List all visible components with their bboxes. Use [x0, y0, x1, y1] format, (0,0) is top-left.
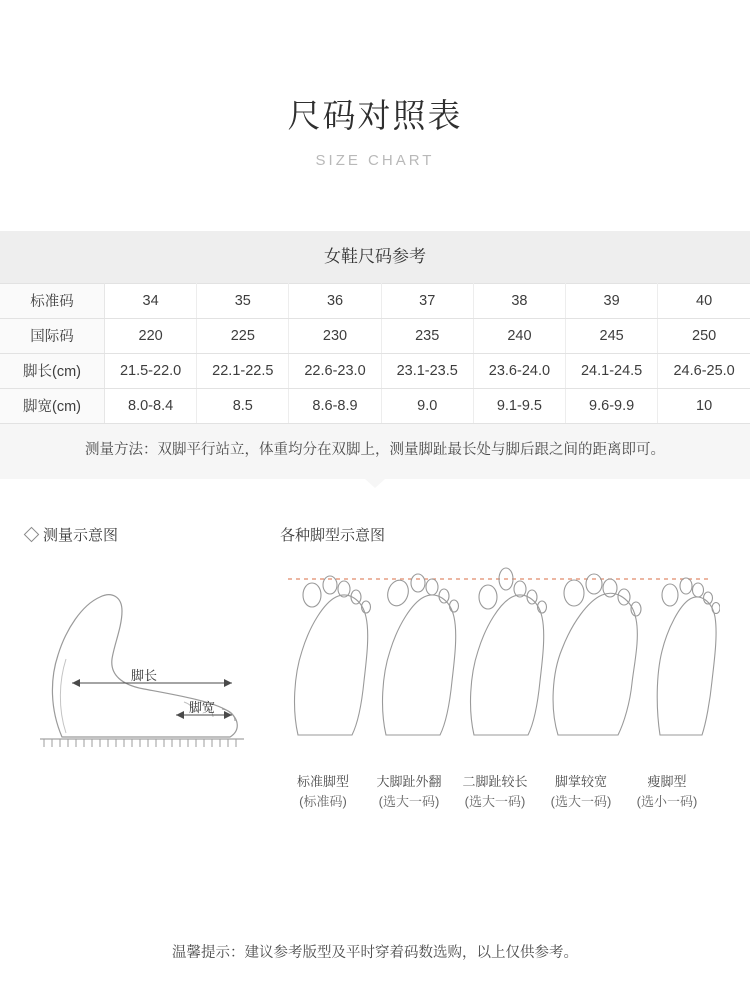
table-cell: 10	[658, 388, 750, 423]
size-table-section	[0, 231, 750, 424]
foot-type-name: 二脚趾较长	[462, 774, 528, 790]
table-cell: 23.1-23.5	[381, 353, 473, 388]
foot-length-label: 脚长	[130, 668, 158, 684]
foot-bunion	[383, 574, 459, 735]
measurement-note-text: 双脚平行站立，体重均分在双脚上，测量脚趾最长处与脚后跟之间的距离即可。	[157, 441, 665, 458]
table-cell: 250	[658, 318, 750, 353]
foot-type-label	[366, 772, 452, 811]
table-cell: 40	[658, 283, 750, 318]
page-header	[0, 0, 750, 169]
foot-type-advice: (选大一码)	[378, 793, 440, 809]
size-table-caption: 女鞋尺码参考	[0, 231, 750, 283]
foot-type-advice: (标准码)	[299, 793, 347, 809]
row-header: 脚长(cm)	[0, 353, 105, 388]
table-cell: 245	[566, 318, 658, 353]
table-cell: 22.1-22.5	[197, 353, 289, 388]
footer-tip-label: 温馨提示：	[172, 945, 245, 961]
foot-type-advice: (选大一码)	[550, 793, 612, 809]
measurement-note	[0, 424, 750, 480]
table-row	[0, 353, 750, 388]
table-cell: 22.6-23.0	[289, 353, 381, 388]
foot-type-name: 瘦脚型	[647, 774, 687, 790]
table-cell: 23.6-24.0	[473, 353, 565, 388]
foot-type-name: 大脚趾外翻	[376, 774, 442, 790]
foot-type-label	[624, 772, 710, 811]
table-row	[0, 283, 750, 318]
table-cell: 220	[105, 318, 197, 353]
table-cell: 9.0	[381, 388, 473, 423]
foot-type-label	[538, 772, 624, 811]
table-cell: 8.0-8.4	[105, 388, 197, 423]
foot-type-advice: (选小一码)	[636, 793, 698, 809]
table-cell: 9.6-9.9	[566, 388, 658, 423]
foot-types-block	[266, 524, 724, 811]
table-cell: 39	[566, 283, 658, 318]
illustration-section	[0, 524, 750, 811]
footer-tip	[0, 941, 750, 962]
diamond-icon	[24, 527, 40, 543]
foot-types-title-row	[280, 524, 724, 545]
note-arrow	[365, 479, 385, 488]
table-cell: 235	[381, 318, 473, 353]
table-cell: 8.5	[197, 388, 289, 423]
table-cell: 37	[381, 283, 473, 318]
table-row	[0, 318, 750, 353]
measurement-note-label: 测量方法：	[85, 441, 158, 458]
table-cell: 240	[473, 318, 565, 353]
measurement-diagram-title-row	[26, 524, 266, 545]
foot-standard	[295, 576, 371, 735]
table-cell: 9.1-9.5	[473, 388, 565, 423]
row-header: 标准码	[0, 283, 105, 318]
table-cell: 24.1-24.5	[566, 353, 658, 388]
foot-measure-diagram	[26, 559, 258, 759]
footer-tip-text: 建议参考版型及平时穿着码数选购，以上仅供参考。	[244, 945, 578, 961]
foot-type-labels	[280, 772, 724, 811]
table-cell: 225	[197, 318, 289, 353]
table-cell: 34	[105, 283, 197, 318]
foot-width-label: 脚宽	[188, 700, 216, 716]
page-subtitle: SIZE CHART	[315, 151, 435, 169]
page-title: 尺码对照表	[287, 97, 463, 134]
table-cell: 8.6-8.9	[289, 388, 381, 423]
foot-type-advice: (选大一码)	[464, 793, 526, 809]
foot-long-second-toe	[471, 568, 547, 735]
foot-type-name: 标准脚型	[296, 774, 349, 790]
foot-type-label	[452, 772, 538, 811]
table-cell: 35	[197, 283, 289, 318]
table-cell: 230	[289, 318, 381, 353]
foot-wide	[553, 574, 641, 735]
foot-type-label	[280, 772, 366, 811]
foot-narrow	[657, 578, 720, 735]
foot-types-title: 各种脚型示意图	[280, 527, 386, 545]
foot-types-diagram	[280, 559, 720, 759]
table-row	[0, 388, 750, 423]
row-header: 脚宽(cm)	[0, 388, 105, 423]
table-cell: 24.6-25.0	[658, 353, 750, 388]
foot-type-name: 脚掌较宽	[554, 774, 607, 790]
measurement-diagram-title: 测量示意图	[43, 527, 119, 545]
table-cell: 21.5-22.0	[105, 353, 197, 388]
table-cell: 36	[289, 283, 381, 318]
size-table	[0, 283, 750, 424]
table-cell: 38	[473, 283, 565, 318]
row-header: 国际码	[0, 318, 105, 353]
measurement-diagram-block	[26, 524, 266, 811]
